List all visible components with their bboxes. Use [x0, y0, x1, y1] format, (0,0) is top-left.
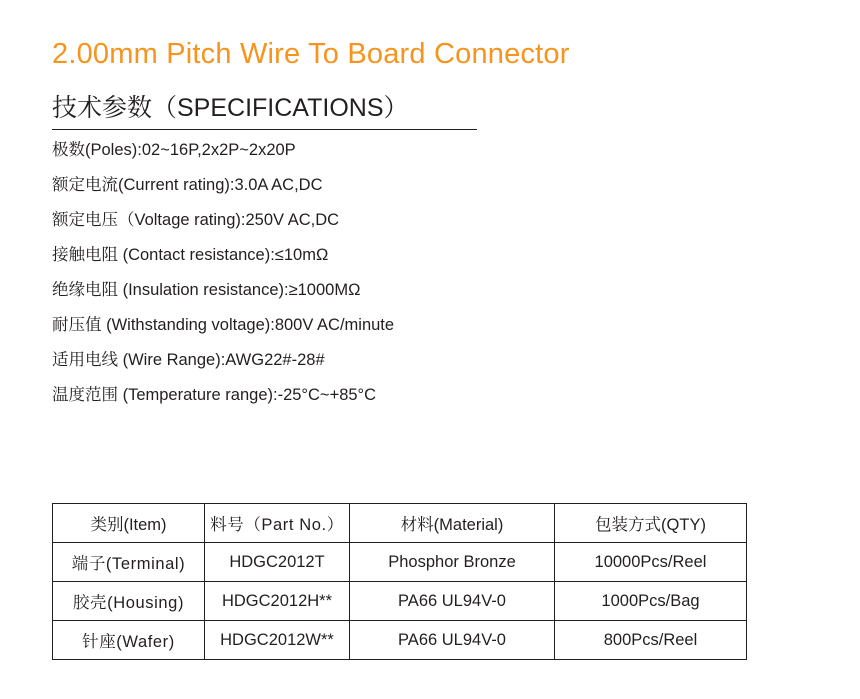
cell-part-no: HDGC2012W** — [205, 621, 350, 660]
table-header-material: 材料(Material) — [350, 504, 555, 543]
spec-item-insulation-resistance: 绝缘电阻 (Insulation resistance):≥1000MΩ — [52, 281, 361, 299]
spec-item-wire-range: 适用电线 (Wire Range):AWG22#-28# — [52, 351, 325, 369]
section-heading-underline — [52, 88, 477, 130]
section-heading: 技术参数（SPECIFICATIONS） — [52, 94, 409, 122]
cell-item: 胶壳(Housing) — [53, 582, 205, 621]
specifications-list — [52, 142, 652, 422]
spec-item-voltage-rating: 额定电压（Voltage rating):250V AC,DC — [52, 211, 340, 229]
cell-item: 针座(Wafer) — [53, 621, 205, 660]
spec-item-contact-resistance: 接触电阻 (Contact resistance):≤10mΩ — [52, 246, 329, 264]
spec-item-withstanding-voltage: 耐压值 (Withstanding voltage):800V AC/minute — [52, 316, 395, 334]
spec-item-current-rating: 额定电流(Current rating):3.0A AC,DC — [52, 176, 323, 194]
cell-material: PA66 UL94V-0 — [350, 621, 555, 660]
cell-qty: 800Pcs/Reel — [555, 621, 747, 660]
cell-part-no: HDGC2012H** — [205, 582, 350, 621]
cell-qty: 1000Pcs/Bag — [555, 582, 747, 621]
table-header-item: 类别(Item) — [53, 504, 205, 543]
table-row — [53, 621, 747, 660]
table-header-qty: 包装方式(QTY) — [555, 504, 747, 543]
table-row — [53, 582, 747, 621]
cell-item: 端子(Terminal) — [53, 543, 205, 582]
materials-table — [52, 503, 747, 660]
table-row — [53, 543, 747, 582]
table-header-row — [53, 504, 747, 543]
spec-item-poles: 极数(Poles):02~16P,2x2P~2x20P — [52, 141, 296, 159]
table-header-part-no: 料号（Part No.） — [205, 504, 350, 543]
cell-part-no: HDGC2012T — [205, 543, 350, 582]
cell-material: PA66 UL94V-0 — [350, 582, 555, 621]
cell-qty: 10000Pcs/Reel — [555, 543, 747, 582]
cell-material: Phosphor Bronze — [350, 543, 555, 582]
page-title: 2.00mm Pitch Wire To Board Connector — [52, 38, 570, 70]
spec-item-temperature-range: 温度范围 (Temperature range):-25°C~+85°C — [52, 386, 377, 404]
